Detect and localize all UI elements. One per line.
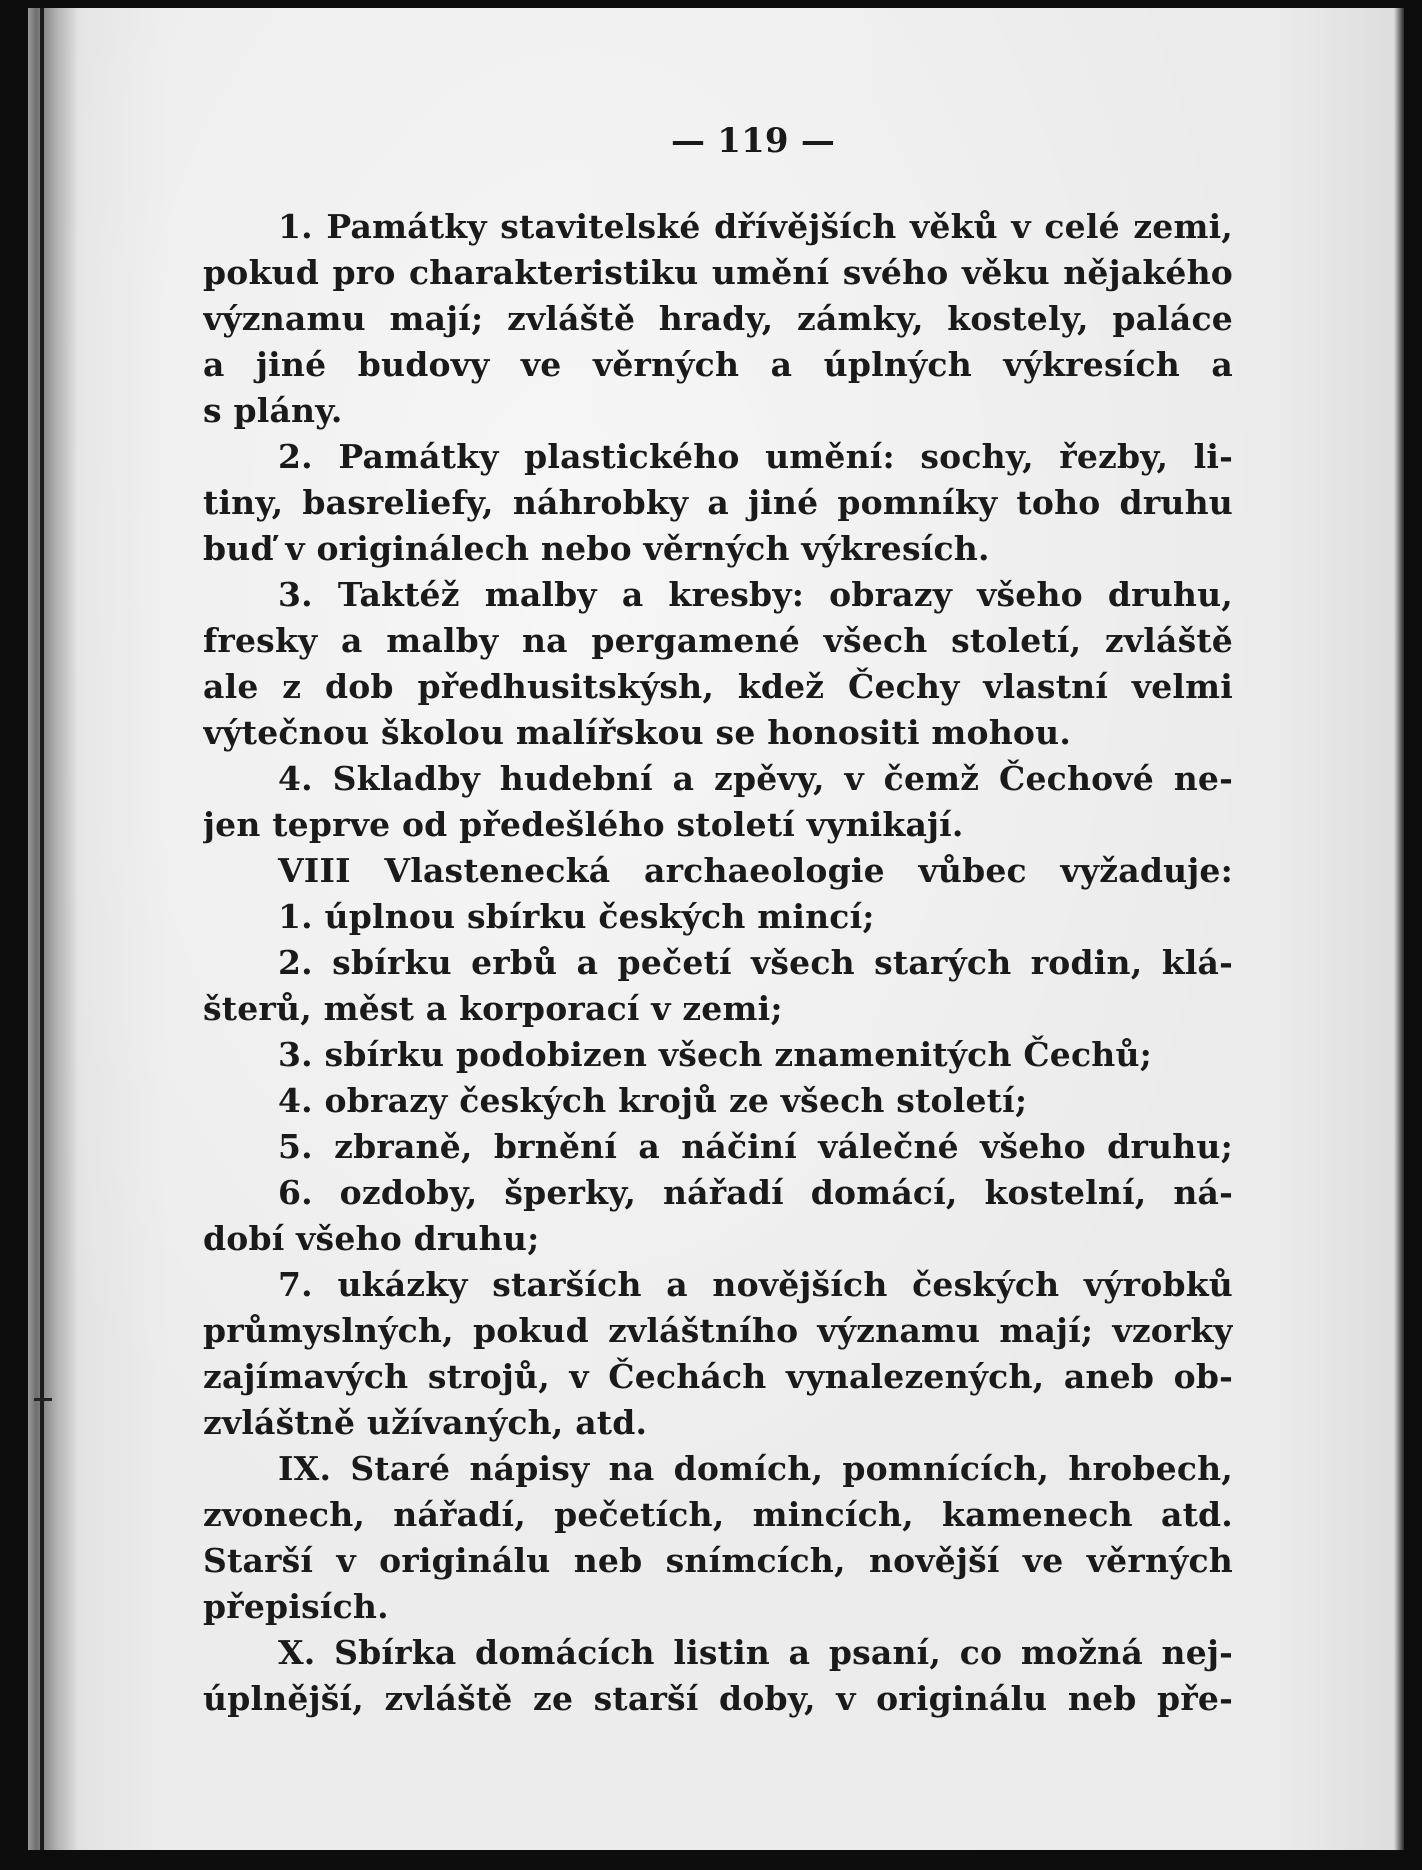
text-line: 6. ozdoby, šperky, nářadí domácí, kostelní, ná- — [278, 1173, 1233, 1212]
text-line: 4. Skladby hudební a zpěvy, v čemž Čechové ne- — [278, 759, 1233, 798]
text-line: 2. sbírku erbů a pečetí všech starých rodin, klá- — [278, 943, 1233, 982]
text-line: VIII Vlastenecká archaeologie vůbec vyžaduje: — [278, 851, 1233, 890]
text-line: zvonech, nářadí, pečetích, mincích, kamenech atd. — [203, 1495, 1233, 1534]
text-line: 3. sbírku podobizen všech znamenitých Čechů; — [278, 1035, 1153, 1074]
text-line: zajímavých strojů, v Čechách vynalezených, aneb ob- — [203, 1357, 1233, 1396]
book-page — [28, 8, 1404, 1850]
text-line: zvláštně užívaných, atd. — [203, 1403, 648, 1442]
text-line: jen teprve od předešlého století vynikají. — [203, 805, 964, 844]
text-line: 4. obrazy českých krojů ze všech století; — [278, 1081, 1028, 1120]
text-line: 2. Památky plastického umění: sochy, řezby, li- — [278, 437, 1233, 476]
text-line: šterů, měst a korporací v zemi; — [203, 989, 783, 1028]
text-line: 5. zbraně, brnění a náčiní válečné všeho druhu; — [278, 1127, 1233, 1166]
text-line: a jiné budovy ve věrných a úplných výkresích a — [203, 345, 1233, 384]
text-line: pokud pro charakteristiku umění svého věku nějakého — [203, 253, 1233, 292]
page-edge — [1394, 8, 1404, 1850]
text-line: průmyslných, pokud zvláštního významu mají; vzorky — [203, 1311, 1233, 1350]
text-line: 1. Památky stavitelské dřívějších věků v celé zemi, — [278, 207, 1233, 246]
text-line: fresky a malby na pergamené všech století, zvláště — [203, 621, 1233, 660]
text-line: X. Sbírka domácích listin a psaní, co možná nej- — [278, 1633, 1233, 1672]
text-line: výtečnou školou malířskou se honositi mohou. — [203, 713, 1072, 752]
text-line: 1. úplnou sbírku českých mincí; — [278, 897, 875, 936]
text-line: buď v originálech nebo věrných výkresích. — [203, 529, 990, 568]
text-line: významu mají; zvláště hrady, zámky, kostely, paláce — [203, 299, 1233, 338]
binding-shadow — [28, 8, 78, 1850]
text-line: přepisích. — [203, 1587, 389, 1626]
text-line: 3. Taktéž malby a kresby: obrazy všeho druhu, — [278, 575, 1233, 614]
binding-edge — [40, 8, 44, 1850]
page-number: — 119 — — [670, 121, 836, 161]
text-line: s plány. — [203, 391, 343, 430]
text-line: dobí všeho druhu; — [203, 1219, 540, 1258]
text-lines — [203, 204, 1233, 1722]
text-line: Starší v originálu neb snímcích, novější ve věrných — [203, 1541, 1233, 1580]
page-text — [203, 118, 1233, 1722]
text-line: ale z dob předhusitskýsh, kdež Čechy vlastní velmi — [203, 667, 1233, 706]
binding-mark — [34, 1398, 52, 1401]
text-line: 7. ukázky starších a novějších českých výrobků — [278, 1265, 1233, 1304]
text-line: IX. Staré nápisy na domích, pomnících, hrobech, — [278, 1449, 1233, 1488]
text-line: tiny, basreliefy, náhrobky a jiné pomníky toho druhu — [203, 483, 1233, 522]
text-line: úplnější, zvláště ze starší doby, v originálu neb pře- — [203, 1679, 1233, 1718]
